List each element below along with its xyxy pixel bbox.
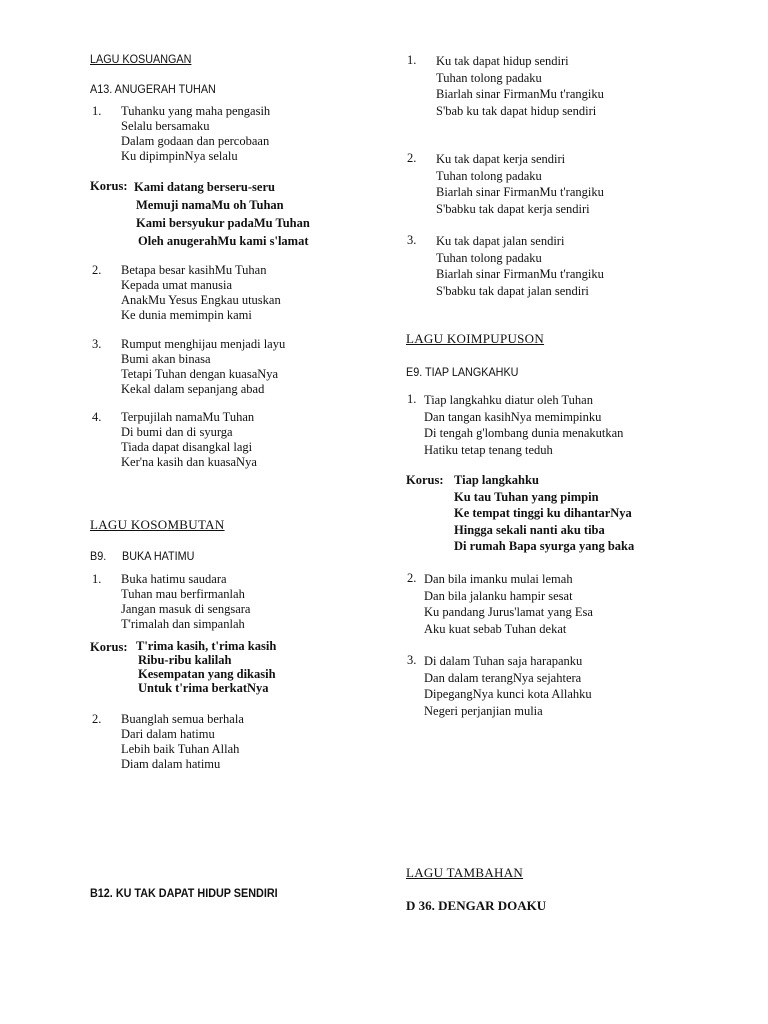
korus-label: Korus: bbox=[406, 473, 444, 487]
song-title-a13: A13. ANUGERAH TUHAN bbox=[90, 82, 216, 96]
lyric-line: Untuk t'rima berkatNya bbox=[138, 681, 269, 695]
verse-number: 3. bbox=[407, 653, 417, 667]
verse-number: 1. bbox=[407, 392, 417, 406]
lyric-line: Bumi akan binasa bbox=[121, 352, 211, 366]
section-heading-koimpupuson: LAGU KOIMPUPUSON bbox=[406, 331, 545, 346]
lyric-line: S'babku tak dapat kerja sendiri bbox=[436, 201, 590, 216]
verse-b9-2 bbox=[121, 712, 244, 772]
lyric-line: Di rumah Bapa syurga yang baka bbox=[454, 539, 635, 553]
lyric-line: Biarlah sinar FirmanMu t'rangiku bbox=[436, 185, 604, 199]
verse-b12-3 bbox=[436, 233, 604, 299]
lyric-line: Rumput menghijau menjadi layu bbox=[121, 337, 286, 351]
lyric-line: Tuhan tolong padaku bbox=[436, 168, 542, 183]
lyric-line: Di tengah g'lombang dunia menakutkan bbox=[424, 426, 624, 440]
section-heading-tambahan: LAGU TAMBAHAN bbox=[406, 865, 524, 880]
lyric-line: Ke dunia memimpin kami bbox=[121, 308, 252, 322]
lyric-line: Hatiku tetap tenang teduh bbox=[424, 442, 553, 457]
verse-a13-3 bbox=[121, 337, 285, 397]
section-heading-kosombutan: LAGU KOSOMBUTAN bbox=[90, 517, 225, 532]
lyric-line: T'rima kasih, t'rima kasih bbox=[136, 639, 277, 653]
verse-number: 4. bbox=[92, 410, 102, 424]
lyric-line: Selalu bersamaku bbox=[121, 119, 210, 133]
lyric-line: Oleh anugerahMu kami s'lamat bbox=[138, 234, 309, 248]
lyric-line: Dan dalam terangNya sejahtera bbox=[424, 670, 582, 685]
korus-e9 bbox=[454, 472, 634, 555]
lyric-line: Ku dipimpinNya selalu bbox=[121, 149, 238, 163]
lyric-line: Tuhan mau berfirmanlah bbox=[121, 587, 245, 601]
lyric-line: Ku tak dapat kerja sendiri bbox=[436, 152, 566, 166]
lyric-line: Biarlah sinar FirmanMu t'rangiku bbox=[436, 267, 604, 281]
lyric-line: S'bab ku tak dapat hidup sendiri bbox=[436, 103, 597, 118]
lyric-line: Aku kuat sebab Tuhan dekat bbox=[424, 621, 567, 636]
verse-number: 3. bbox=[92, 337, 102, 351]
lyric-line: Biarlah sinar FirmanMu t'rangiku bbox=[436, 87, 604, 101]
lyric-line: DipegangNya kunci kota Allahku bbox=[424, 687, 592, 701]
lyric-line: Tuhanku yang maha pengasih bbox=[121, 104, 271, 118]
lyric-line: Kekal dalam sepanjang abad bbox=[121, 382, 265, 396]
lyric-line: Ku tak dapat jalan sendiri bbox=[436, 234, 565, 248]
verse-number: 1. bbox=[92, 572, 102, 586]
verse-number: 2. bbox=[92, 712, 102, 726]
korus-label: Korus: bbox=[90, 179, 128, 193]
lyric-line: Dan tangan kasihNya memimpinku bbox=[424, 409, 602, 424]
song-title-b12: B12. KU TAK DAPAT HIDUP SENDIRI bbox=[90, 886, 278, 900]
lyric-line: Dari dalam hatimu bbox=[121, 727, 215, 741]
song-title-e9: E9. TIAP LANGKAHKU bbox=[406, 365, 519, 379]
lyric-line: Ku pandang Jurus'lamat yang Esa bbox=[424, 605, 593, 619]
lyric-line: Kami datang berseru-seru bbox=[134, 180, 275, 194]
lyric-line: Tetapi Tuhan dengan kuasaNya bbox=[121, 367, 279, 381]
verse-a13-1 bbox=[121, 104, 270, 164]
lyric-line: Kesempatan yang dikasih bbox=[138, 667, 276, 681]
lyric-line: Negeri perjanjian mulia bbox=[424, 703, 543, 718]
lyric-line: Kami bersyukur padaMu Tuhan bbox=[136, 216, 310, 230]
verse-b12-2 bbox=[436, 151, 604, 217]
verse-a13-2 bbox=[121, 263, 281, 323]
lyric-line: T'rimalah dan simpanlah bbox=[121, 617, 245, 631]
lyric-line: Ribu-ribu kalilah bbox=[138, 653, 232, 667]
lyric-line: Dan bila imanku mulai lemah bbox=[424, 572, 573, 586]
lyric-line: Ku tak dapat hidup sendiri bbox=[436, 54, 569, 68]
lyric-line: Dalam godaan dan percobaan bbox=[121, 134, 270, 148]
verse-e9-3 bbox=[424, 653, 592, 719]
lyric-line: Betapa besar kasihMu Tuhan bbox=[121, 263, 267, 277]
lyric-line: Ke tempat tinggi ku dihantarNya bbox=[454, 506, 632, 520]
lyric-line: Terpujilah namaMu Tuhan bbox=[121, 410, 255, 424]
song-title-d36: D 36. DENGAR DOAKU bbox=[406, 898, 547, 913]
verse-b12-1 bbox=[436, 53, 604, 119]
verse-number: 1. bbox=[407, 53, 417, 67]
lyric-line: Tiada dapat disangkal lagi bbox=[121, 440, 253, 454]
korus-label: Korus: bbox=[90, 640, 128, 654]
lyric-line: Buka hatimu saudara bbox=[121, 572, 227, 586]
verse-b9-1 bbox=[121, 572, 250, 632]
verse-number: 3. bbox=[407, 233, 417, 247]
korus-b9 bbox=[136, 639, 276, 695]
lyric-line: Di dalam Tuhan saja harapanku bbox=[424, 654, 583, 668]
lyric-line: Ku tau Tuhan yang pimpin bbox=[454, 489, 599, 504]
lyric-line: S'babku tak dapat jalan sendiri bbox=[436, 283, 589, 298]
lyric-line: Lebih baik Tuhan Allah bbox=[121, 742, 240, 756]
verse-e9-1 bbox=[424, 392, 623, 458]
lyric-line: Tiap langkahku bbox=[454, 473, 539, 487]
verse-number: 2. bbox=[407, 151, 417, 165]
verse-number: 1. bbox=[92, 104, 102, 118]
song-title-b9-name: BUKA HATIMU bbox=[122, 549, 195, 563]
lyric-line: Diam dalam hatimu bbox=[121, 757, 221, 771]
lyric-line: Hingga sekali nanti aku tiba bbox=[454, 522, 605, 537]
lyric-line: Memuji namaMu oh Tuhan bbox=[136, 198, 284, 212]
verse-number: 2. bbox=[92, 263, 102, 277]
verse-e9-2 bbox=[424, 571, 593, 637]
verse-number: 2. bbox=[407, 571, 417, 585]
section-heading-kosuangan: LAGU KOSUANGAN bbox=[90, 52, 192, 66]
lyric-line: Tiap langkahku diatur oleh Tuhan bbox=[424, 393, 593, 407]
lyric-line: Kepada umat manusia bbox=[121, 278, 233, 292]
lyric-line: Ker'na kasih dan kuasaNya bbox=[121, 455, 257, 469]
lyric-line: Di bumi dan di syurga bbox=[121, 425, 233, 439]
lyric-line: Tuhan tolong padaku bbox=[436, 250, 542, 265]
korus-a13 bbox=[134, 178, 310, 250]
lyric-line: Tuhan tolong padaku bbox=[436, 70, 542, 85]
lyric-line: Jangan masuk di sengsara bbox=[121, 602, 251, 616]
lyric-line: Buanglah semua berhala bbox=[121, 712, 244, 726]
lyric-line: Dan bila jalanku hampir sesat bbox=[424, 588, 573, 603]
lyric-line: AnakMu Yesus Engkau utuskan bbox=[121, 293, 281, 307]
verse-a13-4 bbox=[121, 410, 257, 470]
song-title-b9-code: B9. bbox=[90, 549, 107, 563]
